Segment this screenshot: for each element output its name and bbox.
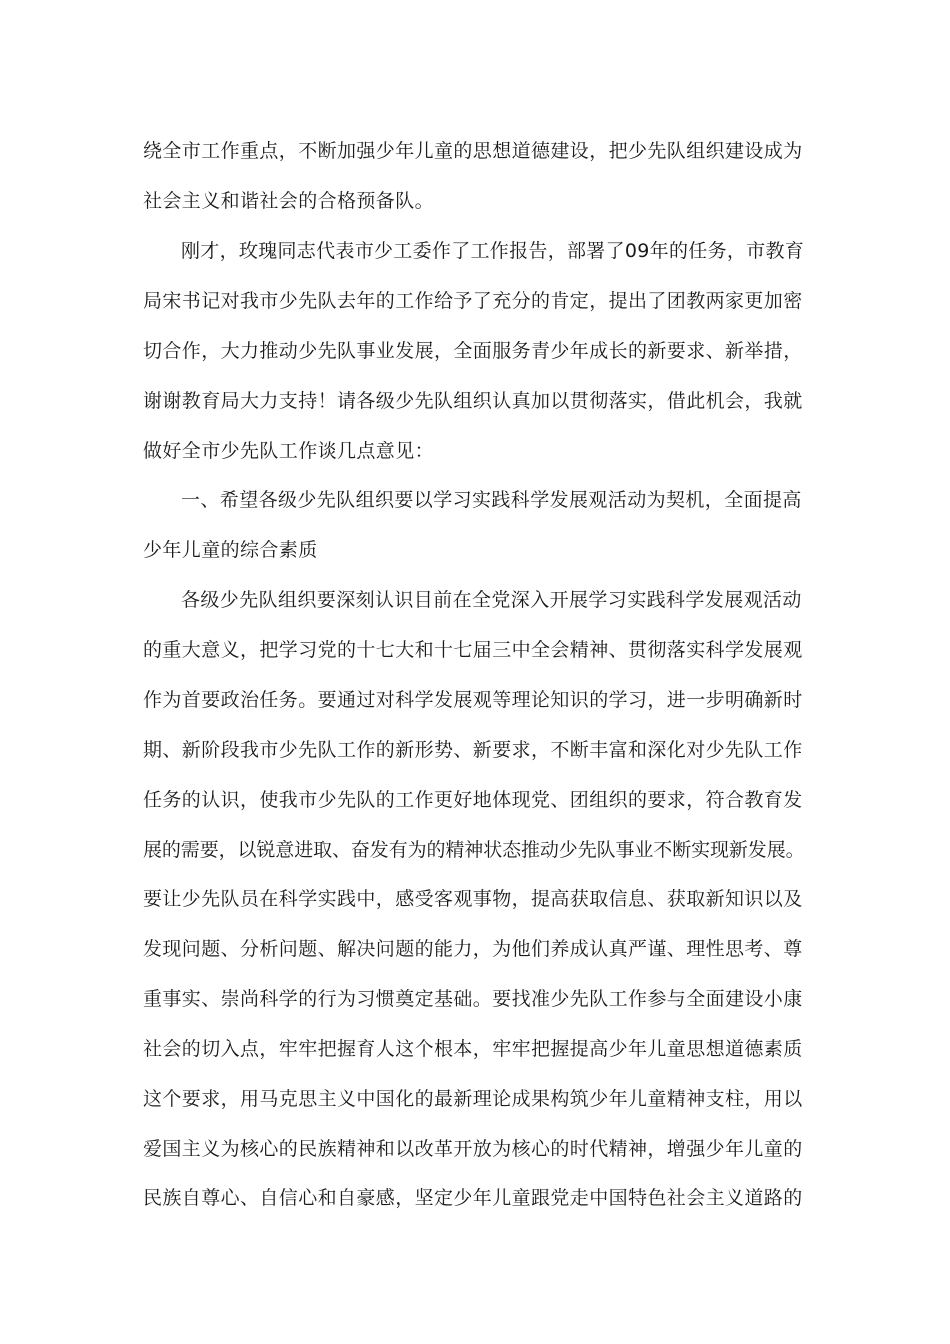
text-line: 期、新阶段我市少先队工作的新形势、新要求，不断丰富和深化对少先队工作 — [143, 739, 803, 761]
text-line: 谢谢教育局大力支持！请各级少先队组织认真加以贯彻落实，借此机会，我就 — [143, 390, 803, 412]
section-heading: 一、希望各级少先队组织要以学习实践科学发展观活动为契机，全面提高 — [181, 489, 802, 511]
text-line: 重事实、崇尚科学的行为习惯奠定基础。要找准少先队工作参与全面建设小康 — [143, 988, 803, 1010]
text-line: 切合作，大力推动少先队事业发展，全面服务青少年成长的新要求、新举措， — [143, 340, 803, 362]
text-line: 民族自尊心、自信心和自豪感，坚定少年儿童跟党走中国特色社会主义道路的 — [143, 1187, 803, 1209]
paragraph-first-line: 各级少先队组织要深刻认识目前在全党深入开展学习实践科学发展观活动 — [181, 589, 802, 611]
text-line: 社会主义和谐社会的合格预备队。 — [143, 190, 435, 212]
text-line: 做好全市少先队工作谈几点意见： — [143, 440, 435, 462]
text-line: 要让少先队员在科学实践中，感受客观事物，提高获取信息、获取新知识以及 — [143, 888, 803, 910]
text-line: 的重大意义，把学习党的十七大和十七届三中全会精神、贯彻落实科学发展观 — [143, 639, 803, 661]
text-line: 局宋书记对我市少先队去年的工作给予了充分的肯定，提出了团教两家更加密 — [143, 290, 803, 312]
text-line: 展的需要，以锐意进取、奋发有为的精神状态推动少先队事业不断实现新发展。 — [143, 839, 805, 861]
text-line: 任务的认识，使我市少先队的工作更好地体现党、团组织的要求，符合教育发 — [143, 789, 803, 811]
text-line: 爱国主义为核心的民族精神和以改革开放为核心的时代精神，增强少年儿童的 — [143, 1138, 803, 1160]
text-line: 发现问题、分析问题、解决问题的能力，为他们养成认真严谨、理性思考、尊 — [143, 938, 803, 960]
text-line: 绕全市工作重点，不断加强少年儿童的思想道德建设，把少先队组织建设成为 — [143, 140, 803, 162]
paragraph-first-line: 刚才，玫瑰同志代表市少工委作了工作报告，部署了09年的任务，市教育 — [181, 240, 805, 262]
section-heading-continued: 少年儿童的综合素质 — [143, 539, 318, 561]
text-line: 这个要求，用马克思主义中国化的最新理论成果构筑少年儿童精神支柱，用以 — [143, 1088, 803, 1110]
text-line: 作为首要政治任务。要通过对科学发展观等理论知识的学习，进一步明确新时 — [143, 689, 803, 711]
text-line: 社会的切入点，牢牢把握育人这个根本，牢牢把握提高少年儿童思想道德素质 — [143, 1038, 803, 1060]
